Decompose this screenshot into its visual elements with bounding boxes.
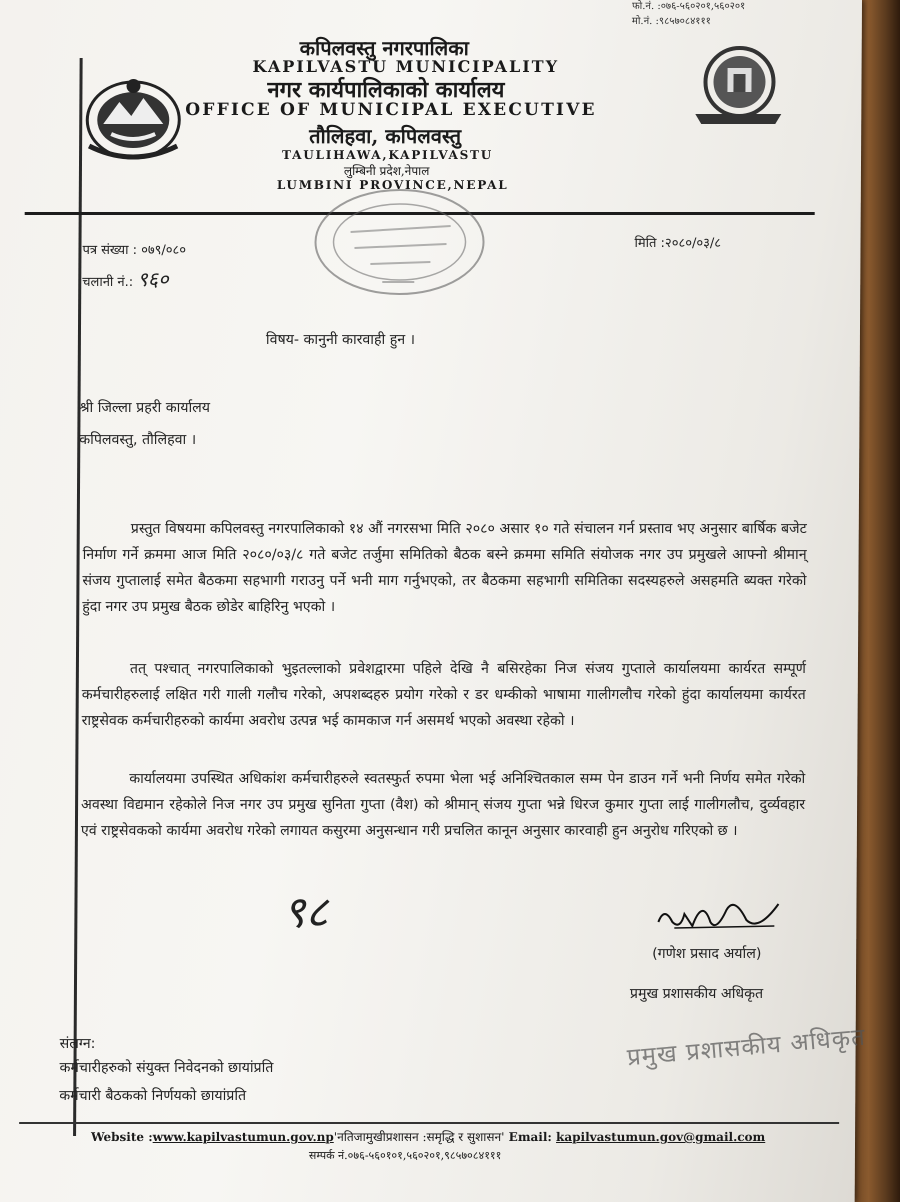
signatory-name: (गणेश प्रसाद अर्याल) bbox=[652, 946, 762, 962]
subject-label: विषय- bbox=[265, 332, 300, 348]
municipality-logo-icon bbox=[689, 42, 788, 130]
office-stamp-icon bbox=[310, 186, 489, 304]
date-label: मिति : bbox=[634, 236, 665, 251]
dispatch-number bbox=[82, 265, 168, 292]
enclosure-item-1: कर्मचारीहरुको संयुक्त निवेदनको छायांप्रति bbox=[59, 1060, 274, 1076]
ref-value: ०७९/०८० bbox=[141, 243, 187, 258]
mobile-number: मो.नं. :९८५७०८४१११ bbox=[631, 16, 711, 27]
recipient-line-1: श्री जिल्ला प्रहरी कार्यालय bbox=[79, 400, 211, 416]
body-paragraph-1: प्रस्तुत विषयमा कपिलवस्तु नगरपालिकाको १४ औं नगरसभा मिति २०८० असार १० गते संचालन गर्न प्रस्ताव भए अनुसार बार्षिक बजेट निर्माण गर्ने क्रममा आज मिति २०८०/०३/८ गते बजेट तर्जुमा समितिको बैठक बस्ने क्रममा समिति संयोजक नगर उप प्रमुखले आफ्नो श्रीमान् संजय गुप्तालाई समेत बैठकमा सहभागी गराउनु पर्ने भनी माग गर्नुभएको, तर बैठकमा सहभागी समितिका सदस्यहरुले असहमति ब्यक्त गरेको हुंदा नगर उप प्रमुख बैठक छोडेर बाहिरिनु भएको । bbox=[82, 521, 807, 615]
footer-line bbox=[91, 1128, 765, 1145]
website-label: Website : bbox=[91, 1130, 153, 1144]
enclosure-label: संलग्न: bbox=[59, 1036, 96, 1052]
place-en: TAULIHAWA,KAPILVASTU bbox=[282, 148, 494, 162]
dispatch-value: ९६० bbox=[137, 267, 169, 291]
ref-label: पत्र संख्या : bbox=[82, 243, 138, 258]
office-name-np: नगर कार्यपालिकाको कार्यालय bbox=[267, 77, 505, 103]
signature-icon bbox=[654, 892, 784, 936]
website-link[interactable]: www.kapilvastumun.gov.np bbox=[152, 1130, 334, 1144]
enclosure-item-2: कर्मचारी बैठकको निर्णयको छायांप्रति bbox=[59, 1088, 247, 1104]
footer-contact: सम्पर्क नं.०७६-५६०१०१,५६०२०१,९८५७०८४१११ bbox=[308, 1149, 502, 1162]
title-rubber-stamp: प्रमुख प्रशासकीय अधिकृत bbox=[625, 1022, 867, 1072]
recipient-line-2: कपिलवस्तु, तौलिहवा । bbox=[79, 432, 197, 448]
footer-divider bbox=[19, 1122, 839, 1124]
email-link[interactable]: kapilvastumun.gov@gmail.com bbox=[556, 1130, 766, 1144]
footer-motto: 'नतिजामुखीप्रशासन :समृद्धि र सुशासन' bbox=[333, 1130, 505, 1144]
province-np: लुम्बिनी प्रदेश,नेपाल bbox=[343, 164, 430, 178]
province-en: LUMBINI PROVINCE,NEPAL bbox=[276, 178, 509, 192]
date-value: २०८०/०३/८ bbox=[664, 236, 722, 251]
subject-line bbox=[266, 330, 415, 349]
body-paragraph-3: कार्यालयमा उपस्थित अधिकांश कर्मचारीहरुले स्वतस्फुर्त रुपमा भेला भई अनिश्चितकाल सम्म पेन डाउन गर्ने भनी निर्णय समेत गरेको अवस्था विद्यमान रहेकोले निज नगर उप प्रमुख सुनिता गुप्ता (वैश) को श्रीमान् संजय गुप्ता भन्ने धिरज कुमार गुप्ता लाई गालीगलौच, दुर्व्यवहार एवं राष्ट्रसेवकको कार्यमा अवरोध गरेको लगायत कसुरमा अनुसन्धान गरी प्रचलित कानून अनुसार कारवाही हुन अनुरोध गरिएको छ । bbox=[80, 771, 806, 839]
dispatch-label: चलानी नं.: bbox=[82, 275, 134, 290]
ref-number bbox=[82, 240, 186, 258]
email-label: Email: bbox=[508, 1130, 552, 1144]
letter-date bbox=[634, 233, 721, 251]
handwritten-mark: ९८ bbox=[282, 887, 329, 938]
place-np: तौलिहवा, कपिलवस्तु bbox=[309, 124, 462, 148]
office-name-en: OFFICE OF MUNICIPAL EXECUTIVE bbox=[185, 100, 597, 120]
body-paragraph-2: तत् पश्चात् नगरपालिकाको भुइतल्लाको प्रवेशद्वारमा पहिले देखि नै बसिरहेका निज संजय गुप्ताले कार्यालयमा कार्यरत सम्पूर्ण कर्मचारीहरुलाई लक्षित गरी गाली गलौच गरेको, अपशब्दहरु प्रयोग गरेको र डर धम्कीको भाषामा गालीगलौच गरेको हुंदा कार्यालयमा कार्यरत राष्ट्रसेवक कर्मचारीहरुको कार्यमा अवरोध उत्पन्न भई कामकाज गर्न असमर्थ भएको अवस्था रहेको । bbox=[81, 661, 806, 729]
signatory-title: प्रमुख प्रशासकीय अधिकृत bbox=[629, 986, 764, 1002]
phone-number: फो.नं. :०७६-५६०२०१,५६०२०१ bbox=[631, 1, 746, 12]
municipality-name-en: KAPILVASTU MUNICIPALITY bbox=[252, 57, 560, 76]
nepal-emblem-icon bbox=[81, 72, 186, 162]
municipality-name-np: कपिलवस्तु नगरपालिका bbox=[299, 36, 469, 60]
margin-rule bbox=[73, 58, 83, 1136]
subject-text: कानुनी कारवाही हुन । bbox=[303, 332, 416, 348]
